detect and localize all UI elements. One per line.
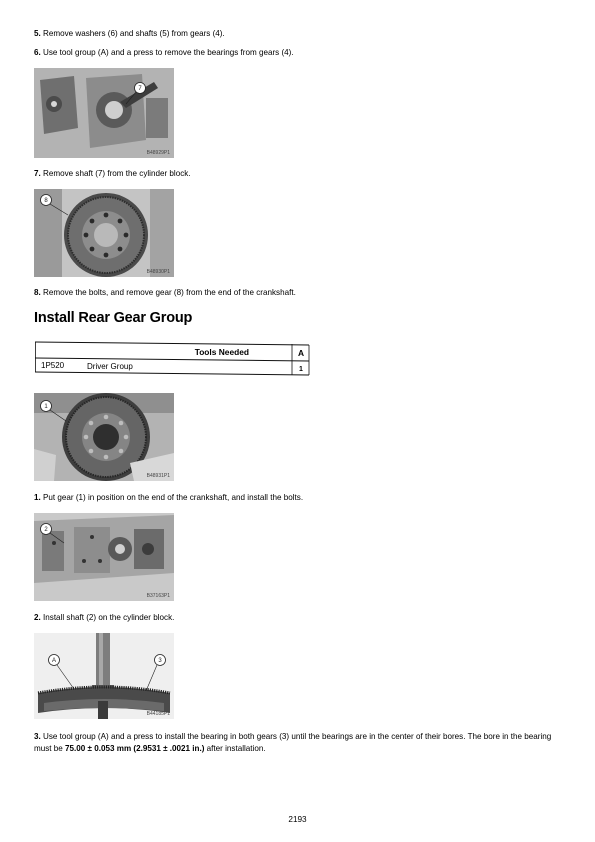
section-title: Install Rear Gear Group [34, 310, 193, 326]
step-text: Use tool group (A) and a press to remove the bearings from gears (4). [43, 48, 294, 57]
callout-label: 3 [158, 658, 162, 665]
callout-label: 7 [138, 86, 142, 93]
step-text: Remove washers (6) and shafts (5) from gears (4). [43, 29, 225, 38]
step-number: 7. [34, 169, 41, 178]
bore-specification: 75.00 ± 0.053 mm (2.9531 ± .0021 in.) [65, 744, 205, 753]
figure-caption: B44185P1 [146, 711, 170, 717]
step-5 [34, 28, 564, 40]
table-tool-name: Driver Group [87, 362, 133, 371]
step-text: Put gear (1) in position on the end of the crankshaft, and install the bolts. [43, 493, 304, 502]
callout-label: 2 [44, 527, 48, 534]
step-number: 2. [34, 613, 41, 622]
step-number: 1. [34, 493, 41, 502]
step-number: 5. [34, 29, 41, 38]
callout-label: 8 [44, 198, 48, 205]
figure-gear-install [34, 393, 174, 481]
step-text-end: after installation. [204, 744, 266, 753]
step-number: 3. [34, 732, 41, 741]
step-7 [34, 168, 564, 180]
table-part-number: 1P520 [41, 361, 65, 370]
figure-caption: B48931P1 [146, 473, 170, 479]
tools-needed-table [35, 340, 310, 378]
callout-label: A [51, 658, 57, 665]
callout-label: 1 [44, 404, 48, 411]
install-step-3 [34, 731, 564, 755]
install-step-2 [34, 612, 564, 624]
step-text: Remove shaft (7) from the cylinder block. [43, 169, 191, 178]
step-6 [34, 47, 564, 59]
table-quantity: 1 [299, 366, 303, 373]
step-text: Remove the bolts, and remove gear (8) from the end of the crankshaft. [43, 288, 296, 297]
figure-caption: B48930P1 [146, 269, 170, 275]
page-number: 2193 [288, 815, 307, 824]
figure-caption: B48929P1 [146, 150, 170, 156]
step-number: 6. [34, 48, 41, 57]
step-number: 8. [34, 288, 41, 297]
figure-caption: B37163P1 [146, 593, 170, 599]
figure-shaft-install [34, 513, 174, 601]
figure-gear-bearing-removal [34, 68, 174, 158]
step-8 [34, 287, 564, 299]
step-text: Install shaft (2) on the cylinder block. [43, 613, 175, 622]
figure-shaft-removal [34, 189, 174, 277]
step-text: Use tool group (A) and a press to install the bearing in both gears (3) until the bearings are in the center of their bores. The bore in the bearing must be [34, 732, 552, 753]
install-step-1 [34, 492, 564, 504]
table-header: Tools Needed [194, 347, 249, 357]
figure-bearing-install [34, 633, 174, 719]
table-col-label: A [297, 348, 305, 358]
